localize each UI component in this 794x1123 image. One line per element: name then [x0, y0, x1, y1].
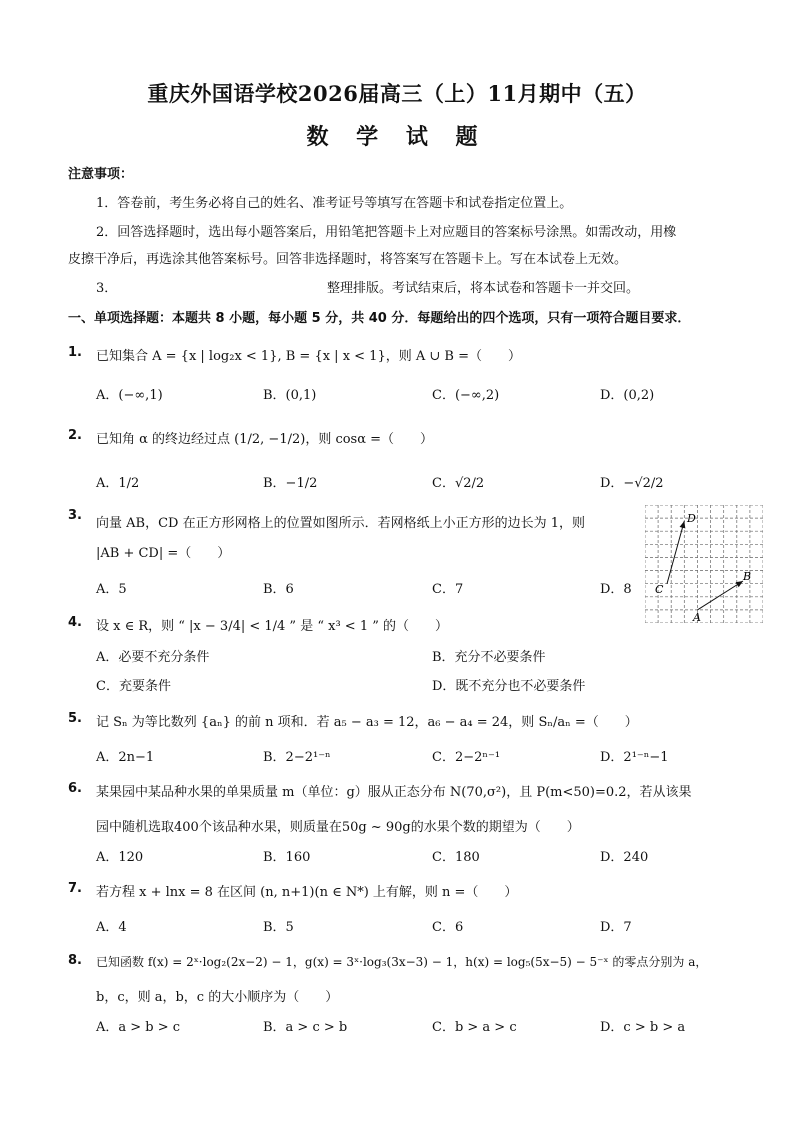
question-number: 5. [68, 711, 82, 726]
question-number: 4. [68, 615, 82, 630]
label-c: C [655, 583, 664, 596]
question-stem: 已知集合 A = {x | log₂x < 1}, B = {x | x < 1}，则 A ∪ B =（ ） [96, 349, 521, 364]
question-number: 3. [68, 508, 82, 523]
vector-grid-figure [645, 505, 763, 623]
question-stem: 若方程 x + lnx = 8 在区间 (n, n+1)(n ∈ N*) 上有解，则 n =（ ） [96, 885, 518, 900]
option-d: D．240 [600, 850, 649, 865]
option-d: D．既不充分也不必要条件 [432, 679, 586, 694]
option-b: B．−1/2 [263, 476, 318, 491]
option-d: D．−√2/2 [600, 476, 664, 491]
option-b: B．(0,1) [263, 388, 317, 403]
option-d: D．c > b > a [600, 1020, 686, 1035]
section-heading: 一、单项选择题：本题共 8 小题，每小题 5 分，共 40 分．每题给出的四个选项，只有一项符合题目要求． [68, 311, 691, 326]
vector-cd [667, 521, 684, 584]
question-number: 6. [68, 781, 82, 796]
option-c: C．(−∞,2) [432, 388, 500, 403]
option-a: A．(−∞,1) [96, 388, 163, 403]
question-stem-2: b，c，则 a，b，c 的大小顺序为（ ） [96, 990, 339, 1005]
question-stem: 某果园中某品种水果的单果质量 m（单位：g）服从正态分布 N(70,σ²)，且 P(m<50)=0.2，若从该果 [96, 785, 692, 800]
question-stem: 已知角 α 的终边经过点 (1/2, −1/2)，则 cosα =（ ） [96, 432, 434, 447]
question-number: 7. [68, 881, 82, 896]
question-stem: 记 Sₙ 为等比数列 {aₙ} 的前 n 项和．若 a₅ − a₃ = 12，a₆ − a₄ = 24，则 Sₙ/aₙ =（ ） [96, 715, 638, 730]
option-a: A．120 [96, 850, 144, 865]
option-b: B．2−2¹⁻ⁿ [263, 750, 331, 765]
option-c: C．7 [432, 582, 464, 597]
option-c: C．2−2ⁿ⁻¹ [432, 750, 501, 765]
option-d: D．8 [600, 582, 632, 597]
option-a: A．5 [96, 582, 127, 597]
option-a: A．4 [96, 920, 127, 935]
option-a: A．a > b > c [96, 1020, 181, 1035]
option-b: B．5 [263, 920, 294, 935]
notice-item-2b: 皮擦干净后，再选涂其他答案标号。回答非选择题时，将答案写在答题卡上。写在本试卷上无效。 [68, 252, 628, 267]
vector-ab [697, 581, 743, 610]
question-number: 8. [68, 953, 82, 968]
question-stem-2: 园中随机选取400个该品种水果，则质量在50g ~ 90g的水果个数的期望为（ ） [96, 820, 580, 835]
option-c: C．√2/2 [432, 476, 485, 491]
option-c: C．充要条件 [96, 679, 171, 694]
option-b: B．a > c > b [263, 1020, 348, 1035]
option-a: A．2n−1 [96, 750, 155, 765]
page-title: 重庆外国语学校2026届高三（上）11月期中（五） [147, 81, 647, 106]
notice-item-2a: 2．回答选择题时，选出每小题答案后，用铅笔把答题卡上对应题目的答案标号涂黑。如需改动，用橡 [96, 225, 677, 240]
option-a: A．1/2 [96, 476, 140, 491]
label-a: A [693, 611, 701, 623]
notice-item-1: 1．答卷前，考生务必将自己的姓名、准考证号等填写在答题卡和试卷指定位置上。 [96, 196, 573, 211]
question-number: 1. [68, 345, 82, 360]
question-number: 2. [68, 428, 82, 443]
option-c: C．b > a > c [432, 1020, 517, 1035]
question-stem: 向量 AB，CD 在正方形网格上的位置如图所示．若网格纸上小正方形的边长为 1，则 [96, 516, 585, 531]
question-stem: 已知函数 f(x) = 2ˣ·log₂(2x−2) − 1，g(x) = 3ˣ·log₃(3x−3) − 1，h(x) = log₅(5x−5) − 5⁻ˣ 的零点分别为 a， [96, 955, 708, 969]
option-c: C．180 [432, 850, 480, 865]
notice-item-3b: 整理排版。考试结束后，将本试卷和答题卡一并交回。 [327, 281, 640, 296]
option-d: D．7 [600, 920, 632, 935]
option-b: B．6 [263, 582, 294, 597]
option-b: B．160 [263, 850, 311, 865]
option-d: D．(0,2) [600, 388, 655, 403]
question-stem-2: |AB + CD| =（ ） [96, 546, 231, 561]
page-subtitle: 数 学 试 题 [306, 124, 488, 150]
option-c: C．6 [432, 920, 464, 935]
option-a: A．必要不充分条件 [96, 650, 210, 665]
question-stem: 设 x ∈ R，则 “ |x − 3/4| < 1/4 ” 是 “ x³ < 1 ” 的（ ） [96, 619, 449, 634]
option-b: B．充分不必要条件 [432, 650, 546, 665]
option-d: D．2¹⁻ⁿ−1 [600, 750, 669, 765]
notice-heading: 注意事项： [68, 167, 134, 182]
label-b: B [743, 570, 752, 583]
label-d: D [687, 512, 696, 525]
notice-item-3a: 3． [96, 281, 118, 296]
